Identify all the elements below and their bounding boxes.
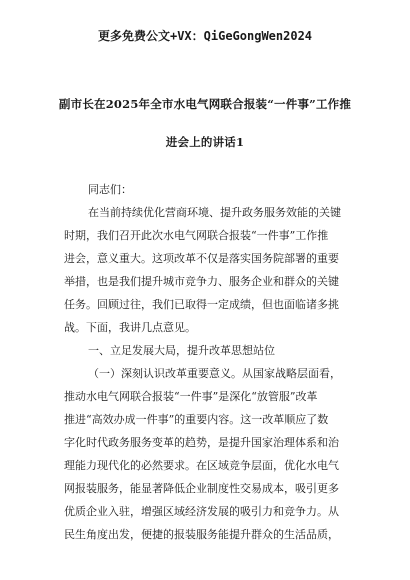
- paragraph-line: 推动水电气网联合报装“一件事”是深化“放管服”改革: [64, 390, 318, 403]
- document-title-line-1: 副市长在2025年全市水电气网联合报装“一件事”工作推: [58, 97, 352, 111]
- paragraph-line: （一）深刻认识改革重要意义。从国家战略层面看，: [88, 367, 341, 380]
- paragraph-line: 民生角度出发，便捷的报装服务能提升群众的生活品质，: [64, 528, 339, 541]
- paragraph-line: 推进“高效办成一件事”的重要内容。这一改革顺应了数: [64, 413, 329, 426]
- paragraph-line: 任务。回顾过往，我们已取得一定成绩，但也面临诸多挑: [64, 298, 339, 311]
- paragraph-line: 字化时代政务服务变革的趋势，是提升国家治理体系和治: [64, 436, 339, 449]
- paragraph-line: 在当前持续优化营商环境、提升政务服务效能的关键: [88, 206, 341, 219]
- paragraph-line: 理能力现代化的必然要求。在区域竞争层面，优化水电气: [64, 459, 339, 472]
- paragraph-line: 举措，也是我们提升城市竞争力、服务企业和群众的关键: [64, 275, 339, 288]
- section-heading: 一、立足发展大局，提升改革思想站位: [88, 344, 275, 357]
- paragraph-line: 时期，我们召开此次水电气网联合报装“一件事”工作推: [64, 229, 329, 242]
- watermark-header: 更多免费公文+VX：QiGeGongWen2024: [97, 29, 313, 43]
- greeting: 同志们：: [88, 183, 132, 196]
- document-title-line-2: 进会上的讲话1: [165, 135, 245, 149]
- paragraph-line: 网报装服务，能显著降低企业制度性交易成本，吸引更多: [64, 482, 339, 495]
- paragraph-line: 战。下面，我讲几点意见。: [64, 321, 196, 334]
- paragraph-line: 进会，意义重大。这项改革不仅是落实国务院部署的重要: [64, 252, 339, 265]
- paragraph-line: 优质企业入驻，增强区域经济发展的吸引力和竞争力。从: [64, 505, 339, 518]
